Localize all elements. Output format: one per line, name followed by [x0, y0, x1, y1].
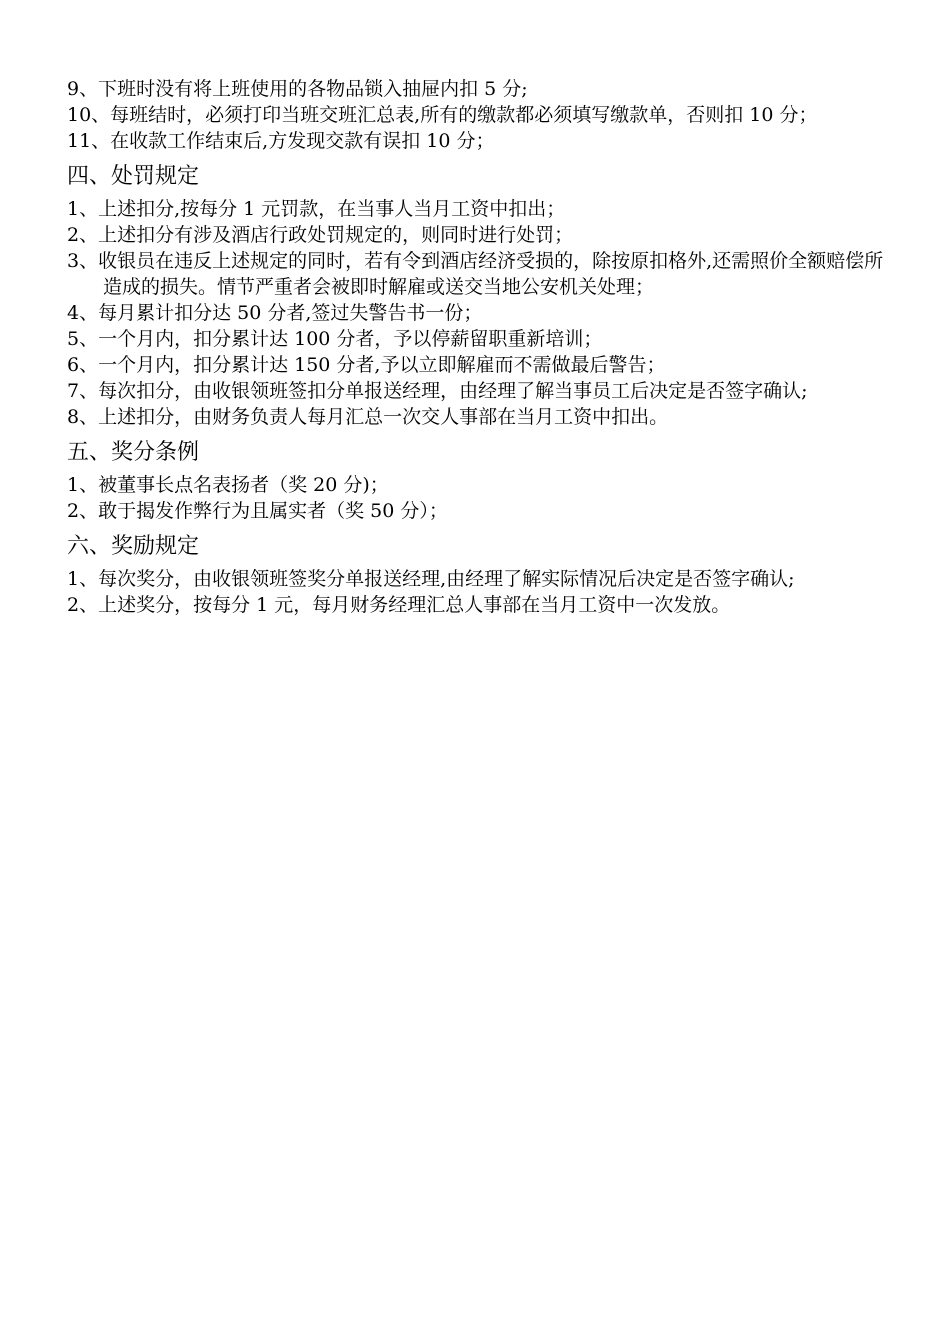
list-item: 1、上述扣分,按每分 1 元罚款，在当事人当月工资中扣出；	[67, 198, 566, 220]
section-heading: 四、处罚规定	[67, 164, 200, 189]
list-item: 5、一个月内，扣分累计达 100 分者，予以停薪留职重新培训；	[67, 328, 603, 350]
list-item: 8、上述扣分，由财务负责人每月汇总一次交人事部在当月工资中扣出。	[67, 406, 669, 428]
section-reward-points	[67, 438, 885, 524]
list-item: 6、一个月内，扣分累计达 150 分者,予以立即解雇而不需做最后警告；	[67, 354, 666, 376]
document-page	[67, 76, 885, 622]
section-heading: 五、奖分条例	[67, 440, 200, 465]
list-item: 2、上述奖分，按每分 1 元，每月财务经理汇总人事部在当月工资中一次发放。	[67, 594, 731, 616]
list-item: 2、上述扣分有涉及酒店行政处罚规定的，则同时进行处罚；	[67, 224, 574, 246]
list-item: 4、每月累计扣分达 50 分者,签过失警告书一份；	[67, 302, 483, 324]
list-item: 9、下班时没有将上班使用的各物品锁入抽屉内扣 5 分;	[67, 78, 528, 100]
section-heading: 六、奖励规定	[67, 534, 200, 559]
section-deductions-continued	[67, 76, 885, 154]
list-item: 1、每次奖分，由收银领班签奖分单报送经理,由经理了解实际情况后决定是否签字确认;	[67, 568, 795, 590]
list-item: 2、敢于揭发作弊行为且属实者（奖 50 分）；	[67, 500, 448, 522]
list-item: 3、收银员在违反上述规定的同时，若有令到酒店经济受损的，除按原扣格外,还需照价全额赔偿所造成的损失。情节严重者会被即时解雇或送交当地公安机关处理；	[67, 250, 884, 298]
list-item: 11、在收款工作结束后,方发现交款有误扣 10 分；	[67, 130, 495, 152]
list-item: 1、被董事长点名表扬者（奖 20 分)；	[67, 474, 389, 496]
list-item: 10、每班结时，必须打印当班交班汇总表,所有的缴款都必须填写缴款单，否则扣 10 分；	[67, 104, 818, 126]
section-reward-rules	[67, 532, 885, 618]
list-item: 7、每次扣分，由收银领班签扣分单报送经理，由经理了解当事员工后决定是否签字确认;	[67, 380, 808, 402]
section-penalty-rules	[67, 162, 885, 430]
